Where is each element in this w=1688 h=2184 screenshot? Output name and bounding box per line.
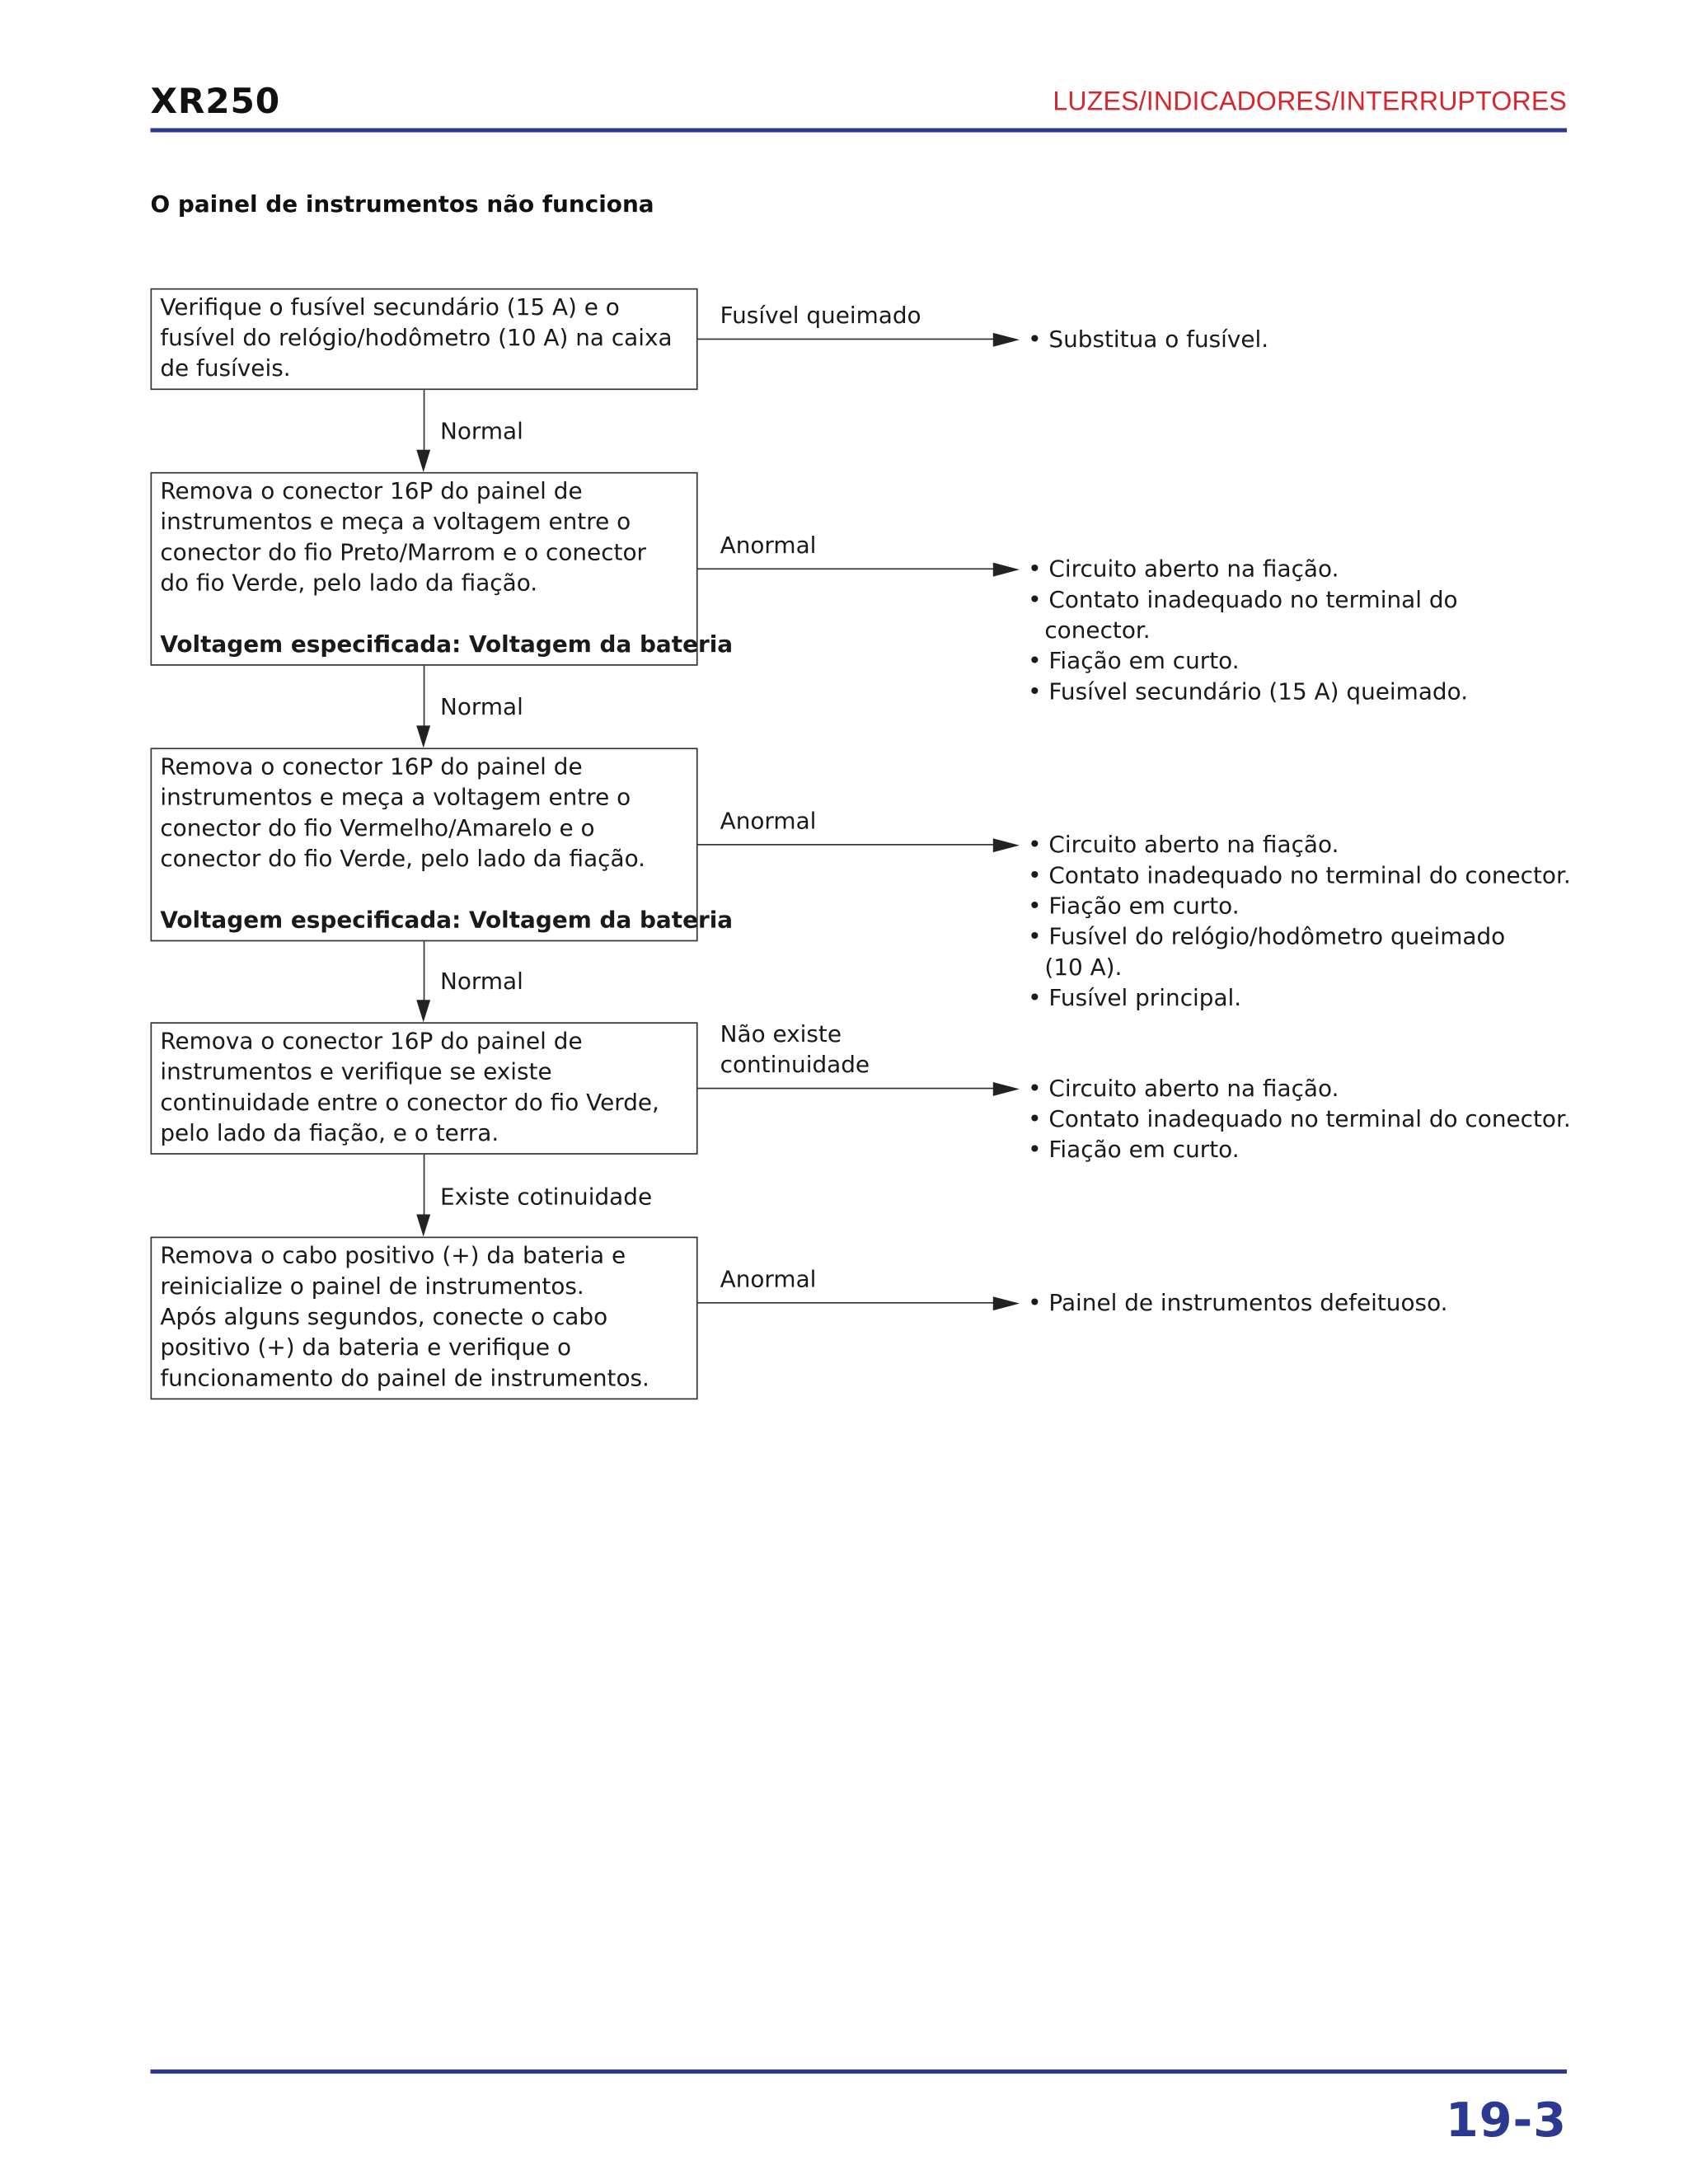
step-text: instrumentos e meça a voltagem entre o — [160, 784, 631, 811]
result-item: • Circuito aberto na fiação. — [1028, 830, 1571, 860]
section-title: LUZES/INDICADORES/INTERRUPTORES — [1053, 87, 1568, 117]
step-text: Após alguns segundos, conecte o cabo — [160, 1303, 608, 1330]
header-rule — [150, 128, 1567, 132]
branch-line — [698, 1088, 996, 1090]
step-text: pelo lado da fiação, e o terra. — [160, 1119, 499, 1146]
result-item-continued: conector. — [1044, 616, 1151, 644]
step-text: reinicialize o painel de instrumentos. — [160, 1272, 584, 1300]
result-list-5 — [1028, 1288, 1447, 1319]
step-text: continuidade entre o conector do fio Verde, — [160, 1089, 659, 1116]
arrow-right-icon — [993, 333, 1020, 347]
step-text: Remova o conector 16P do painel de — [160, 753, 583, 780]
step-text: fusível do relógio/hodômetro (10 A) na caixa — [160, 324, 673, 351]
branch-line — [698, 844, 996, 846]
step-spec: Voltagem especificada: Voltagem da bateria — [160, 907, 734, 934]
branch-label: Fusível queimado — [720, 302, 921, 329]
step-text: instrumentos e meça a voltagem entre o — [160, 508, 631, 535]
branch-line — [698, 568, 996, 569]
step-text: instrumentos e verifique se existe — [160, 1058, 552, 1085]
arrow-right-icon — [993, 838, 1020, 852]
result-item: • Fusível do relógio/hodômetro queimado — [1028, 922, 1571, 953]
page-number: 19-3 — [1445, 2093, 1568, 2149]
branch-label: continuidade — [720, 1051, 870, 1078]
step-text: Verifique o fusível secundário (15 A) e o — [160, 293, 620, 321]
result-list-2 — [1028, 555, 1468, 708]
result-item: • Circuito aberto na fiação. — [1028, 1074, 1571, 1104]
flow-label: Normal — [439, 693, 523, 720]
model-name: XR250 — [150, 81, 281, 122]
flow-line — [424, 1155, 425, 1216]
result-list-1 — [1028, 325, 1268, 355]
result-item: • Substitua o fusível. — [1028, 325, 1268, 355]
step-text: conector do fio Preto/Marrom e o conector — [160, 538, 646, 566]
step-text: positivo (+) da bateria e verifique o — [160, 1333, 572, 1361]
result-list-4 — [1028, 1074, 1571, 1166]
result-item: • Painel de instrumentos defeituoso. — [1028, 1288, 1447, 1319]
result-item: • Circuito aberto na fiação. — [1028, 555, 1468, 585]
result-item: • Fiação em curto. — [1028, 891, 1571, 921]
flow-line — [424, 666, 425, 727]
branch-label: Anormal — [720, 1266, 817, 1293]
step-text: funcionamento do painel de instrumentos. — [160, 1365, 649, 1392]
step-text: Remova o cabo positivo (+) da bateria e — [160, 1242, 626, 1269]
arrow-right-icon — [993, 563, 1020, 577]
result-item: • Fusível secundário (15 A) queimado. — [1028, 677, 1468, 707]
step-text: conector do fio Verde, pelo lado da fiação. — [160, 845, 646, 872]
arrow-down-icon — [416, 450, 430, 472]
branch-label: Anormal — [720, 808, 817, 835]
step-text: conector do fio Vermelho/Amarelo e o — [160, 814, 595, 841]
step-box-1 — [150, 288, 697, 390]
flow-line — [424, 390, 425, 451]
result-item-continued: (10 A). — [1044, 954, 1123, 981]
step-box-5 — [150, 1237, 697, 1400]
arrow-down-icon — [416, 1000, 430, 1022]
step-text: de fusíveis. — [160, 354, 291, 382]
result-item: • Fiação em curto. — [1028, 1135, 1571, 1165]
step-box-3 — [150, 748, 734, 941]
flow-label: Existe cotinuidade — [439, 1183, 653, 1211]
step-text: do fio Verde, pelo lado da fiação. — [160, 569, 538, 597]
flow-label: Normal — [439, 968, 523, 995]
step-box-4 — [150, 1022, 697, 1155]
step-text: Remova o conector 16P do painel de — [160, 1028, 583, 1055]
flow-line — [424, 941, 425, 1001]
result-item: • Fiação em curto. — [1028, 646, 1468, 677]
result-item: • Contato inadequado no terminal do — [1028, 585, 1468, 616]
result-item: • Fusível principal. — [1028, 983, 1571, 1014]
arrow-right-icon — [993, 1082, 1020, 1096]
result-item: • Contato inadequado no terminal do conector. — [1028, 860, 1571, 891]
step-spec: Voltagem especificada: Voltagem da bateria — [160, 630, 734, 658]
branch-label: Não existe — [720, 1020, 842, 1047]
branch-line — [698, 1302, 996, 1304]
result-list-3 — [1028, 830, 1571, 1014]
page-heading: O painel de instrumentos não funciona — [150, 190, 654, 218]
flow-label: Normal — [439, 417, 523, 445]
arrow-down-icon — [416, 1215, 430, 1237]
step-box-2 — [150, 472, 734, 666]
arrow-right-icon — [993, 1296, 1020, 1310]
footer-rule — [150, 2069, 1567, 2074]
step-text: Remova o conector 16P do painel de — [160, 477, 583, 504]
result-item: • Contato inadequado no terminal do conector. — [1028, 1104, 1571, 1135]
branch-line — [698, 339, 996, 340]
arrow-down-icon — [416, 725, 430, 748]
branch-label: Anormal — [720, 532, 817, 559]
